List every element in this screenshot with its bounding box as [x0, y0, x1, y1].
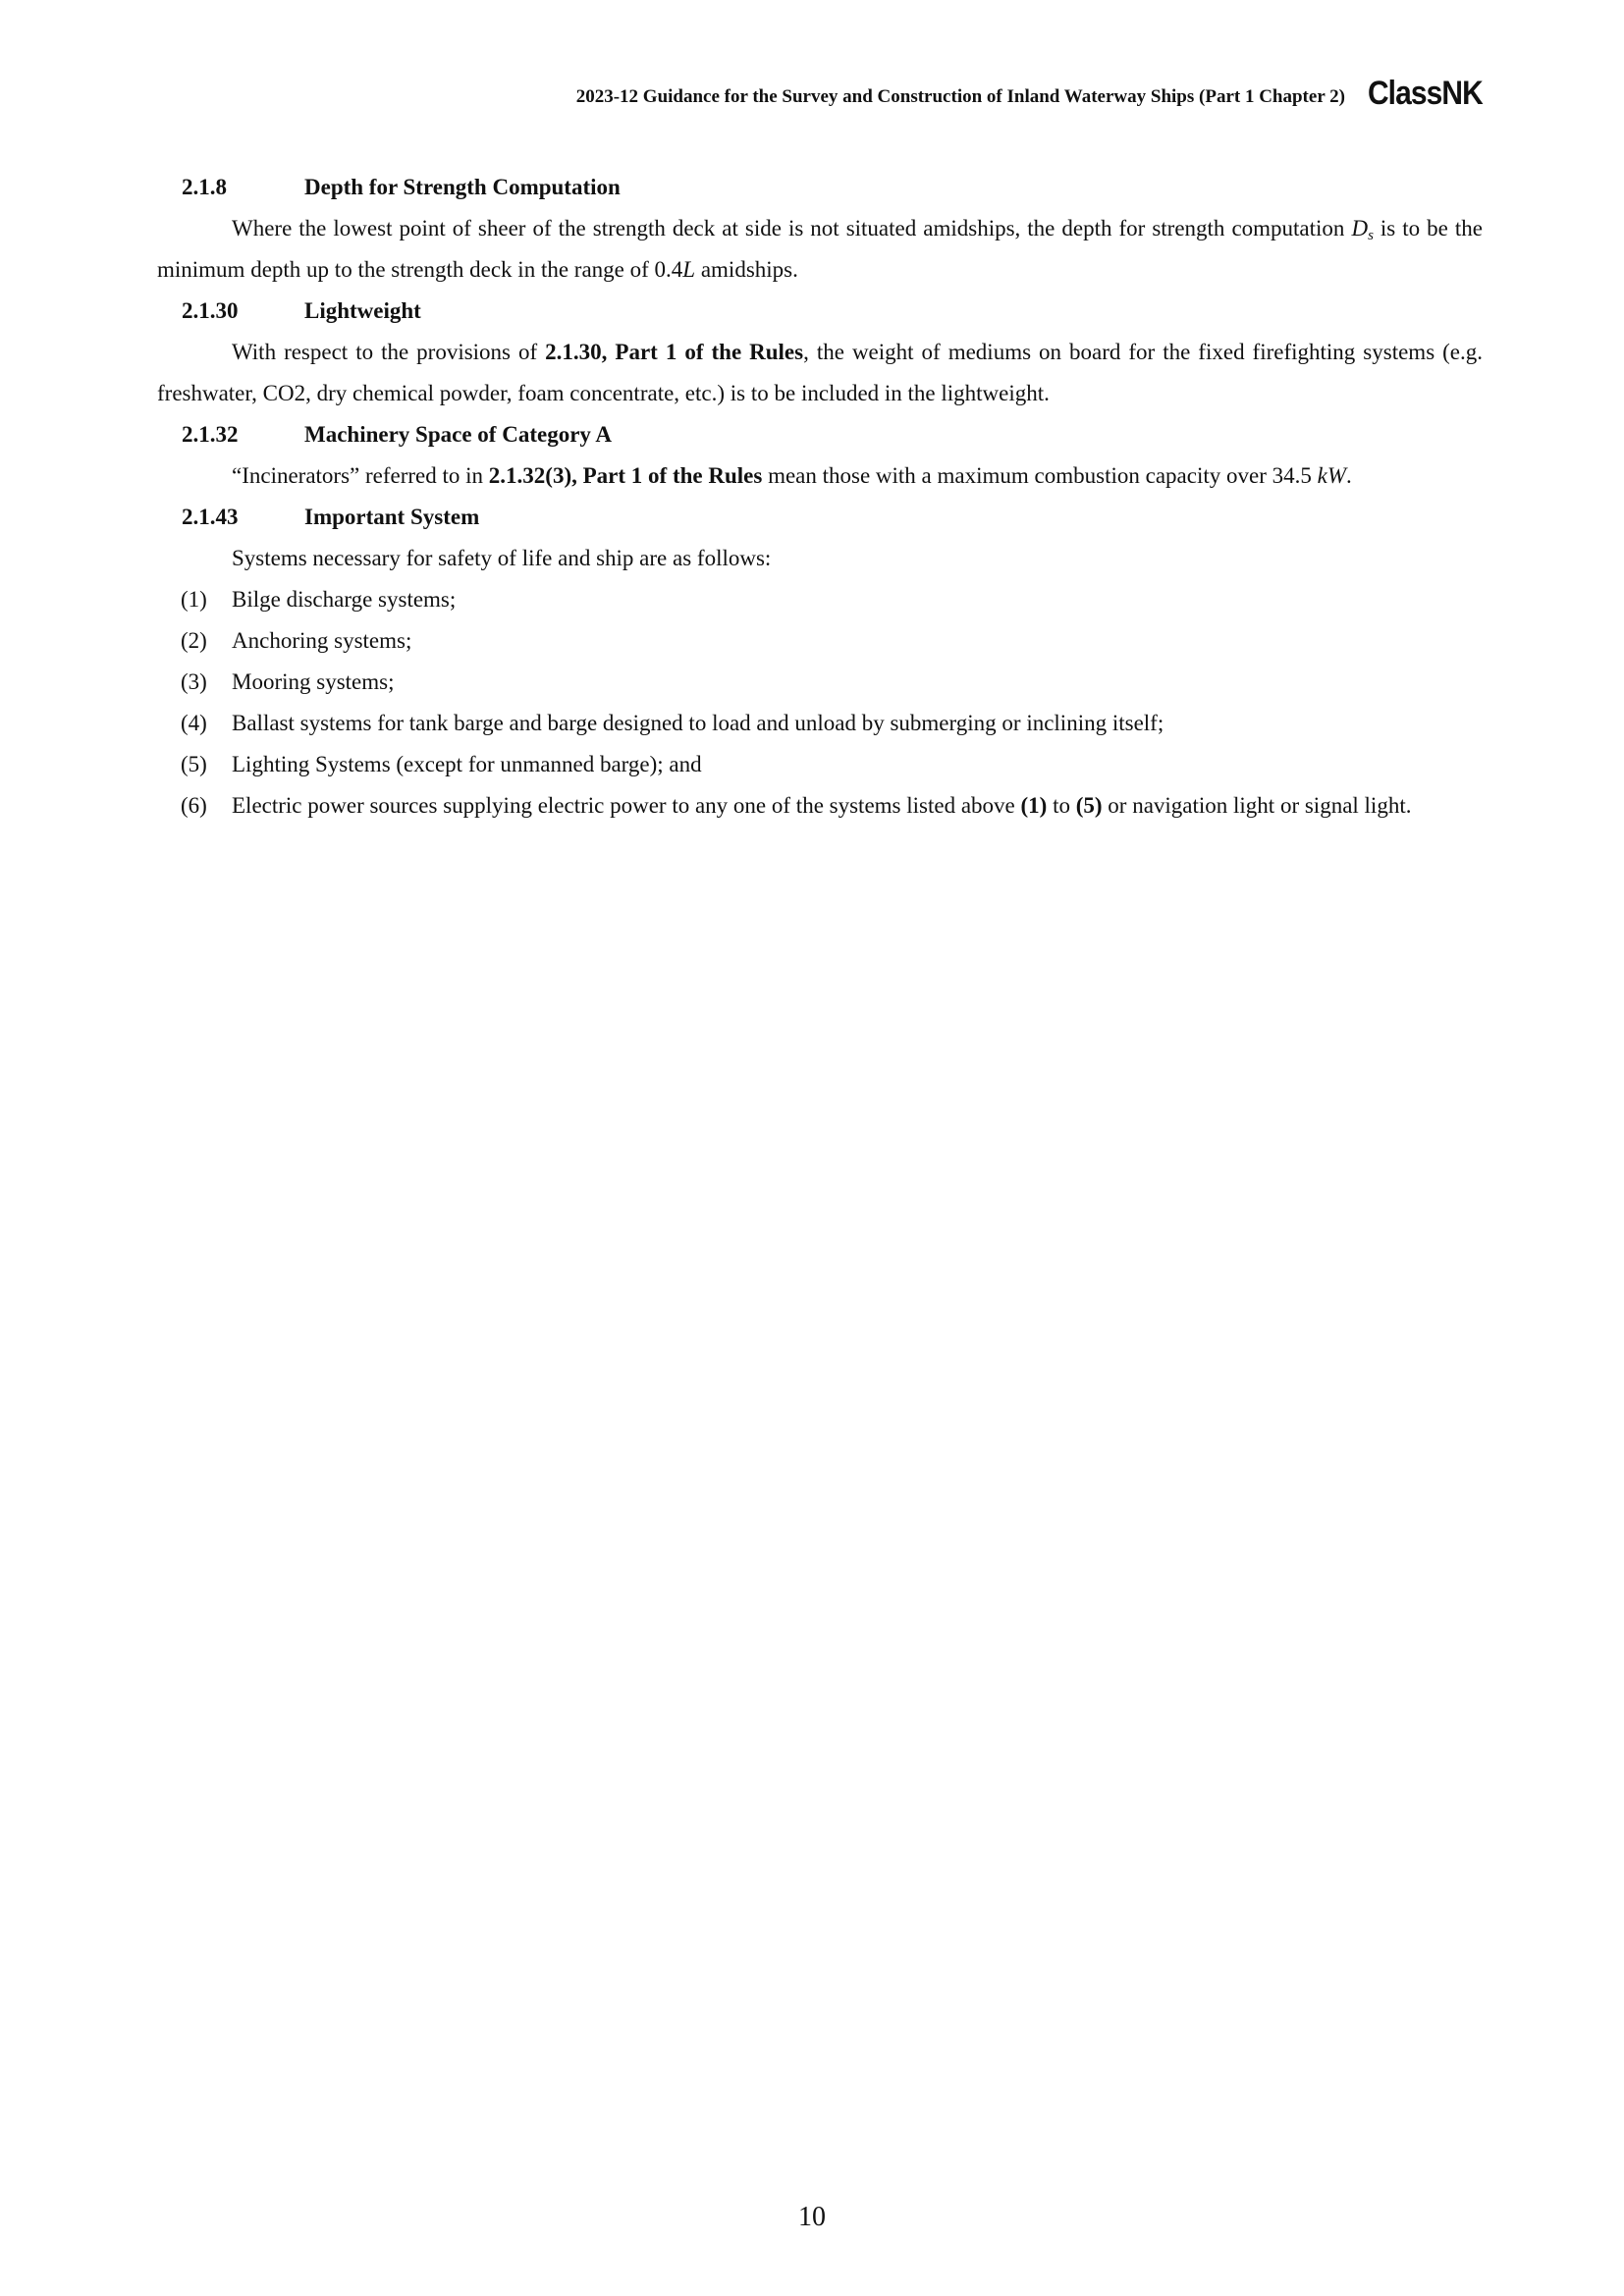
rule-reference: 2.1.32(3), Part 1 of the Rules: [488, 463, 763, 488]
list-item-text-part: to: [1047, 793, 1076, 818]
section-paragraph-2-1-30: [157, 332, 1483, 414]
list-item: [157, 785, 1483, 827]
list-marker: (3): [181, 669, 207, 694]
section-title: Important System: [304, 505, 480, 529]
list-item: [157, 703, 1483, 744]
list-item-text-part: Electric power sources supplying electric power to any one of the systems listed above: [232, 793, 1021, 818]
list-item-text: Lighting Systems (except for unmanned barge); and: [232, 752, 702, 776]
list-item-text: Bilge discharge systems;: [232, 587, 457, 612]
list-marker: (2): [181, 628, 207, 653]
paragraph-text: Where the lowest point of sheer of the strength deck at side is not situated amidships, the depth for strength computation: [232, 216, 1352, 240]
paragraph-text: amidships.: [695, 257, 798, 282]
list-marker: (1): [181, 587, 207, 612]
list-item-text: [232, 785, 1483, 827]
list-item-text: Ballast systems for tank barge and barge designed to load and unload by submerging or inclining itself;: [232, 711, 1164, 735]
section-title: Lightweight: [304, 298, 421, 323]
section-title: Machinery Space of Category A: [304, 422, 612, 447]
list-marker: (4): [181, 711, 207, 735]
paragraph-text: , the weight of mediums on board for the fixed firefighting systems (e.g. freshwater, CO2, dry chemical powder, foam concentrate, etc.) is to be included in the lightweight.: [157, 340, 1484, 405]
section-title: Depth for Strength Computation: [304, 175, 621, 199]
list-item-text: Mooring systems;: [232, 669, 395, 694]
list-item: [157, 744, 1483, 785]
list-marker: (5): [181, 752, 207, 776]
section-intro-2-1-43: Systems necessary for safety of life and ship are as follows:: [232, 546, 772, 570]
list-item: [157, 620, 1483, 662]
rule-reference: 2.1.30, Part 1 of the Rules: [545, 340, 804, 364]
document-title: 2023-12 Guidance for the Survey and Construction of Inland Waterway Ships (Part 1 Chapter 2): [575, 86, 1345, 107]
paragraph-text: is to be the minimum depth up to the strength deck in the range of 0.4: [157, 216, 1483, 282]
item-reference: (1): [1020, 793, 1048, 818]
page-header: [157, 75, 1483, 114]
section-heading-2-1-8: [157, 167, 1483, 208]
list-marker: (6): [181, 793, 207, 818]
section-number: 2.1.43: [182, 505, 239, 529]
list-item-text: Anchoring systems;: [232, 628, 412, 653]
symbol-depth: D: [1351, 216, 1369, 240]
unit-kw: kW: [1317, 463, 1346, 488]
paragraph-text: “Incinerators” referred to in: [232, 463, 489, 488]
section-heading-2-1-43: [157, 497, 1483, 538]
symbol-length: L: [682, 257, 696, 282]
symbol-subscript: s: [1368, 228, 1374, 243]
section-number: 2.1.8: [182, 175, 227, 199]
list-item: [157, 579, 1483, 620]
page-body: [157, 167, 1483, 827]
paragraph-text: mean those with a maximum combustion capacity over 34.5: [762, 463, 1318, 488]
list-item: [157, 662, 1483, 703]
section-paragraph-2-1-32: [157, 455, 1483, 497]
section-number: 2.1.30: [182, 298, 239, 323]
paragraph-text: .: [1345, 463, 1352, 488]
section-number: 2.1.32: [182, 422, 239, 447]
section-paragraph-2-1-8: [157, 208, 1483, 291]
paragraph-text: With respect to the provisions of: [232, 340, 546, 364]
list-item-text-part: or navigation light or signal light.: [1102, 793, 1412, 818]
section-heading-2-1-32: [157, 414, 1483, 455]
classnk-logo: ClassNK: [1368, 75, 1483, 112]
item-reference: (5): [1075, 793, 1103, 818]
page-number: 10: [798, 2202, 826, 2232]
section-heading-2-1-30: [157, 291, 1483, 332]
